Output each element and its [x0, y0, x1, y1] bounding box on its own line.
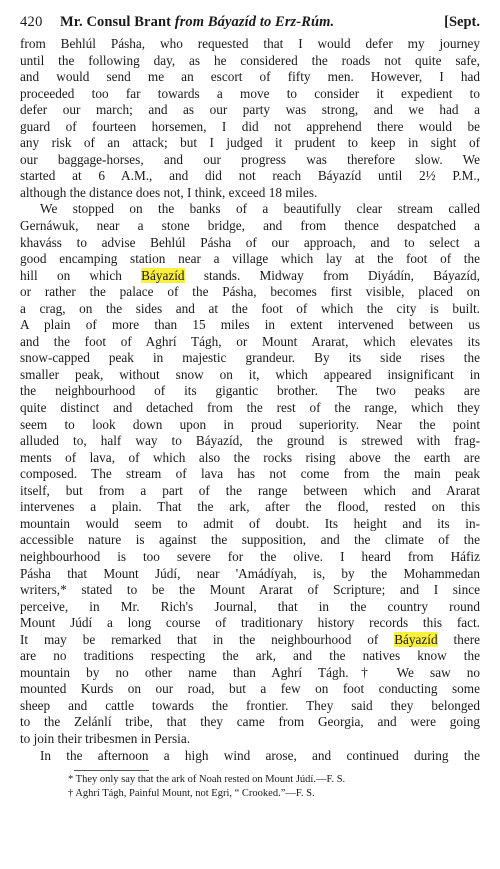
text-line: smaller peak, without snow on it, which appeared insignificant in — [20, 366, 480, 382]
text-line: ments of lava, of which also the rocks rising above the earth are — [20, 449, 480, 465]
text-line: until the following day, as he considered the roads not quite safe, — [20, 52, 480, 68]
text-line — [20, 632, 480, 649]
text-line: a crag, on the sides and at the foot of which the city is built. — [20, 300, 480, 316]
text-line: We stopped on the banks of a beautifully clear stream called — [40, 201, 480, 217]
text-line: quite distinct and detached from the rest of the range, which they — [20, 400, 480, 416]
text-line: snow-capped peak in majestic grandeur. By its side rises the — [20, 350, 480, 366]
text-line: good encamping station near a village which lay at the foot of the — [20, 251, 480, 267]
text-line: the neighbourhood of its gigantic brother. The two peaks are — [20, 383, 480, 399]
text-line: and would send me an escort of fifty men. However, I had — [20, 69, 480, 85]
text-line: mountain would seem to admit of doubt. Its height and its in- — [20, 515, 480, 531]
page-number: 420 — [20, 14, 43, 30]
text-line: composed. The stream of lava has not come from the main peak — [20, 466, 480, 482]
footnote-1: * They only say that the ark of Noah rested on Mount Júdí.—F. S. — [68, 774, 346, 786]
text-line: A plain of more than 15 miles in extent intervened between us — [20, 317, 480, 333]
running-title-italic: from Báyazíd to Erz-Rúm. — [174, 14, 335, 30]
text-line: our baggage-horses, and our progress was therefore slow. We — [20, 151, 480, 167]
footnote-2: † Aghrí Tágh, Painful Mount, not Egri, “ Crooked.”—F. S. — [68, 788, 315, 800]
running-head — [20, 12, 480, 32]
body-text — [20, 36, 480, 764]
text-line: or rather the palace of the Pásha, becomes first visible, placed on — [20, 284, 480, 300]
footnote-rule — [74, 770, 149, 771]
text-line: neighbourhood is too severe for the olive. I heard from Háfiz — [20, 548, 480, 564]
text-segment: It may be remarked that in the neighbourhood of — [20, 631, 395, 647]
text-line: and the foot of Aghrí Tágh, or Mount Ararat, which elevates its — [20, 333, 480, 349]
text-line: from Behlúl Pásha, who requested that I would defer my journey — [20, 36, 480, 51]
text-segment: stands. Midway from Diyádín, Báyazíd, — [184, 267, 480, 283]
text-line: proceeded too far towards a move to consider it expedient to — [20, 85, 480, 101]
text-line: are no traditions respecting the ark, and the natives know the — [20, 648, 480, 664]
footnotes — [20, 773, 480, 801]
search-highlight: Báyazíd — [141, 267, 185, 283]
text-line: guard of fourteen horsemen, I did not apprehend there would be — [20, 118, 480, 134]
running-head-month: [Sept. — [444, 14, 480, 30]
text-line: khaváss to advise Behlúl Pásha of our approach, and to select a — [20, 234, 480, 250]
text-line: writers,* stated to be the Mount Ararat of Scripture; and I since — [20, 582, 480, 598]
text-line: alluded to, half way to Báyazíd, the ground is strewed with frag- — [20, 433, 480, 449]
text-line: perceive, in Mr. Rich's Journal, that in the country round — [20, 598, 480, 614]
running-title-prefix: Mr. Consul Brant — [60, 14, 175, 30]
search-highlight: Báyazíd — [394, 631, 438, 647]
text-line — [20, 268, 480, 285]
text-line: mounted Kurds on our road, but a few on foot conducting some — [20, 681, 480, 697]
text-line: to join their tribesmen in Persia. — [20, 730, 191, 746]
text-line: any risk of an attack; but I judged it prudent to keep in sight of — [20, 135, 480, 151]
text-line: Gernáwuk, near a stone bridge, and from thence despatched a — [20, 218, 480, 234]
text-line: accessible nature is against the supposition, and the climate of the — [20, 532, 480, 548]
text-line: mountain by no other name than Aghrí Tágh.† We saw no — [20, 664, 480, 680]
running-title — [60, 12, 444, 32]
text-segment: there — [437, 631, 480, 647]
text-line: defer our march; and as our party was strong, and we had a — [20, 102, 480, 118]
text-line: intervenes a plain. That the ark, after the flood, rested on this — [20, 499, 480, 515]
text-line: sheep and cattle towards the frontier. They said they belonged — [20, 697, 480, 713]
text-line: although the distance does not, I think, exceed 18 miles. — [20, 184, 318, 200]
text-line: itself, but from a part of the range between which and Ararat — [20, 482, 480, 498]
text-line: started at 6 A.M., and did not reach Báyazíd until 2½ P.M., — [20, 168, 480, 184]
text-line: seem to look down upon in proud superiority. Near the point — [20, 416, 480, 432]
text-segment: hill on which — [20, 267, 142, 283]
text-line: In the afternoon a high wind arose, and continued during the — [40, 747, 480, 763]
text-line: Mount Júdí a long course of traditionary history records this fact. — [20, 615, 480, 631]
text-line: Pásha that Mount Júdí, near 'Amádíyah, is, by the Mohammedan — [20, 565, 480, 581]
text-line: to the Zelánlí tribe, that they came from Georgia, and were going — [20, 714, 480, 730]
